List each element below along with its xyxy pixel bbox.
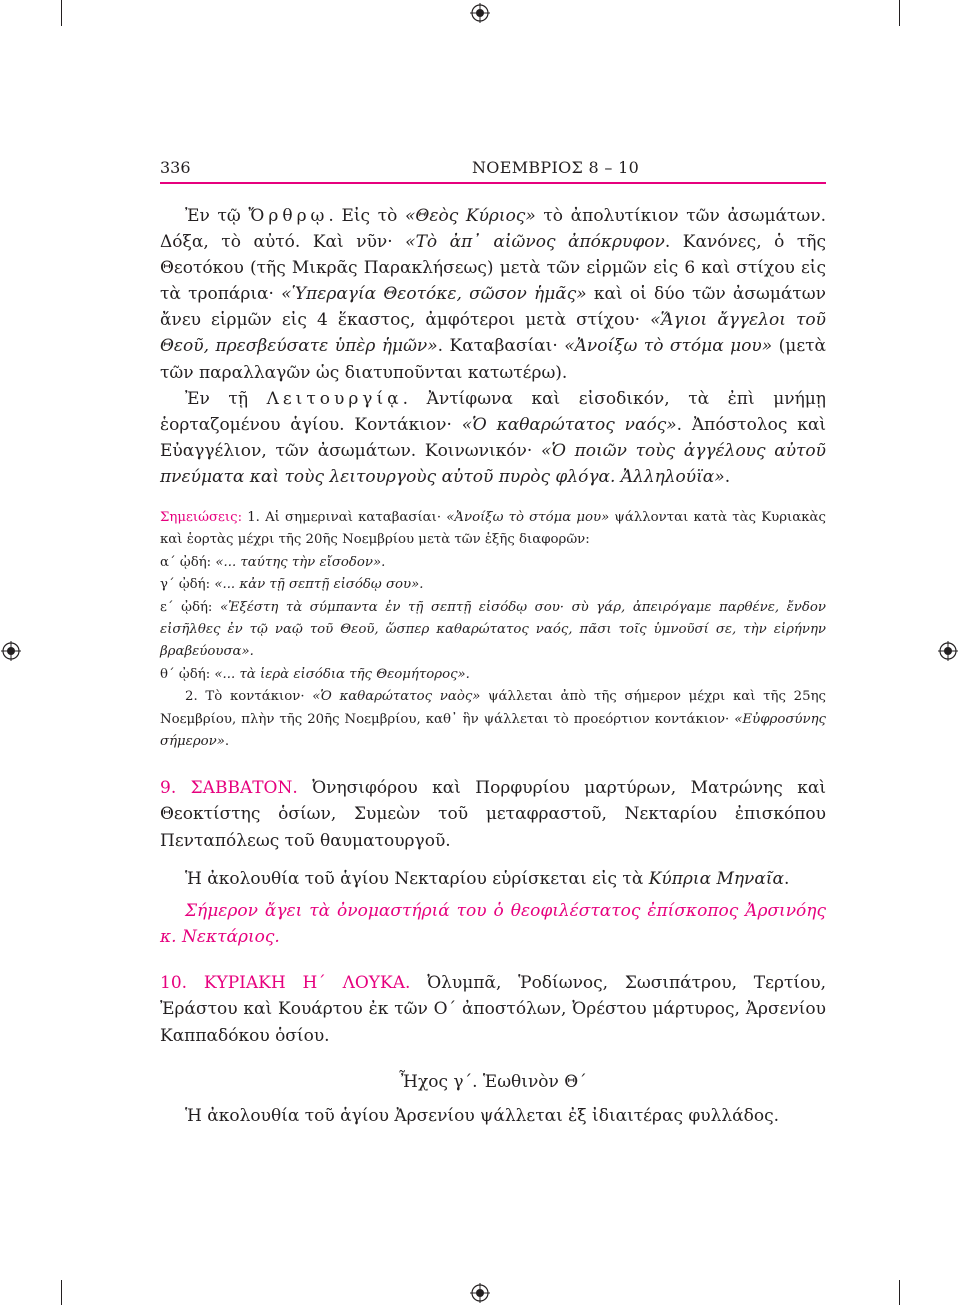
liturgy-label: Λειτουργίᾳ	[266, 388, 403, 409]
note-1: Σημειώσεις: 1. Αἱ σημεριναὶ καταβασίαι· «Ἀνοίξω τὸ στόμα μου» ψάλλονται κατὰ τὰς Κυριακὰς καὶ ἑορτὰς μέχρι τῆς 20ῆς Νοεμβρίου μετὰ τῶν ἑξῆς διαφορῶν:	[160, 510, 826, 548]
ode-3-variant: γ΄ ᾠδή: «... κἀν τῇ σεπτῇ εἰσόδῳ σου».	[160, 577, 424, 593]
registration-mark-icon	[1, 641, 21, 661]
note-2: 2. Τὸ κοντάκιον· «Ὁ καθαρώτατος ναὸς» ψάλλεται ἀπὸ τῆς σήμερον μέχρι καὶ τῆς 25ης Νοεμβρίου, πλὴν τῆς 20ῆς Νοεμβρίου, καθ᾽ ἣν ψάλλεται τὸ προεόρτιον κοντάκιον· «Εὐφροσύνης σήμερον».	[160, 689, 826, 750]
ode-8-variant: θ΄ ᾠδή: «... τὰ ἱερὰ εἰσόδια τῆς Θεομήτορος».	[160, 666, 470, 682]
day-10-akolouthia: Ἡ ἀκολουθία τοῦ ἁγίου Ἀρσενίου ψάλλεται ἐξ ἰδιαιτέρας φυλλάδος.	[185, 1106, 780, 1126]
notes-label: Σημειώσεις:	[160, 510, 243, 525]
typikon-orthros-liturgy	[160, 203, 826, 490]
day-10-tone: Ἦχος γ΄. Ἑωθινὸν Θ΄	[399, 1072, 587, 1092]
registration-mark-icon	[470, 1283, 490, 1303]
page-number: 336	[160, 158, 191, 177]
liturgy-paragraph: Ἐν τῇ Λειτουργίᾳ. Ἀντίφωνα καὶ εἰσοδικόν, τὰ ἐπὶ μνήμῃ ἑορταζομένου ἁγίου. Κοντάκιον· «Ὁ καθαρώτατος ναός». Ἀπόστολος καὶ Εὐαγγέλιον, τῶν ἀσωμάτων. Κοινωνικόν· «Ὁ ποιῶν τοὺς ἀγγέλους αὐτοῦ πνεύματα καὶ τοὺς λειτουργοὺς αὐτοῦ πυρὸς φλόγα. Ἀλληλούϊα».	[160, 388, 827, 487]
orthros-paragraph: Ἐν τῷ Ὄρθρῳ. Εἰς τὸ «Θεὸς Κύριος» τὸ ἀπολυτίκιον τῶν ἀσωμάτων. Δόξα, τὸ αὐτό. Καὶ νῦν· «Τὸ ἀπ᾽ αἰῶνος ἀπόκρυφον. Κανόνες, ὁ τῆς Θεοτόκου (τῆς Μικρᾶς Παρακλήσεως) μετὰ τῶν εἱρμῶν εἰς 6 καὶ στίχου εἰς τὰ τροπάρια· «Ὑπεραγία Θεοτόκε, σῶσον ἡμᾶς» καὶ οἱ δύο τῶν ἀσωμάτων ἄνευ εἱρμῶν εἰς 4 ἕκαστος, ἀμφότεροι μετὰ στίχου· «Ἅγιοι ἄγγελοι τοῦ Θεοῦ, πρεσβεύσατε ὑπὲρ ἡμῶν». Καταβασίαι· «Ἀνοίξω τὸ στόμα μου» (μετὰ τῶν παραλλαγῶν ὡς διατυποῦνται κατωτέρω).	[160, 206, 827, 383]
crop-mark-bottom-left	[61, 1280, 62, 1305]
crop-mark-top-right	[899, 0, 900, 26]
day-10-entry	[160, 970, 826, 1049]
header-rule	[160, 182, 826, 184]
day-9-akolouthia: Ἡ ἀκολουθία τοῦ ἁγίου Νεκταρίου εὑρίσκεται εἰς τὰ Κύπρια Μηναῖα.	[185, 869, 790, 889]
registration-mark-icon	[470, 3, 490, 23]
crop-mark-bottom-right	[899, 1280, 900, 1305]
day-9-heading: 9. ΣΑΒΒΑΤΟΝ.	[160, 778, 298, 798]
crop-mark-top-left	[61, 0, 62, 26]
day-9-nameday: Σήμερον ἄγει τὰ ὀνομαστήριά του ὁ θεοφιλέστατος ἐπίσκοπος Ἀρσινόης κ. Νεκτάριος.	[160, 901, 826, 948]
registration-mark-icon	[938, 641, 958, 661]
running-title: ΝΟΕΜΒΡΙΟΣ 8 – 10	[472, 158, 640, 177]
day-10-saints: Ὀλυμπᾶ, Ῥοδίωνος, Σωσιπάτρου, Τερτίου, Ἐράστου καὶ Κουάρτου ἐκ τῶν Ο΄ ἀποστόλων, Ὀρέστου μάρτυρος, Ἀρσενίου Καππαδόκου ὁσίου.	[160, 973, 826, 1046]
day-9-entry	[160, 775, 826, 854]
ode-5-variant: ε΄ ᾠδή: «Ἐξέστη τὰ σύμπαντα ἐν τῇ σεπτῇ εἰσόδῳ σου· σὺ γάρ, ἀπειρόγαμε παρθένε, ἔνδον εἰσῆλθες ἐν τῷ ναῷ τοῦ Θεοῦ, ὥσπερ καθαρώτατος ναός, πᾶσι τοῖς ὑμνοῦσί σε, τὴν εἰρήνην βραβεύουσα».	[160, 599, 826, 660]
ode-1-variant: α΄ ᾠδή: «... ταύτης τὴν εἴσοδον».	[160, 554, 386, 570]
day-9-saints: Ὀνησιφόρου καὶ Πορφυρίου μαρτύρων, Ματρώνης καὶ Θεοκτίστης ὁσίων, Συμεὼν τοῦ μεταφραστοῦ, Νεκταρίου ἐπισκόπου Πενταπόλεως τοῦ θαυματουργοῦ.	[160, 778, 826, 851]
notes-block	[160, 507, 826, 753]
running-header	[160, 156, 826, 180]
day-10-heading: 10. ΚΥΡΙΑΚΗ Η΄ ΛΟΥΚΑ.	[160, 973, 411, 993]
orthros-label: Ὄρθρῳ	[248, 206, 329, 226]
